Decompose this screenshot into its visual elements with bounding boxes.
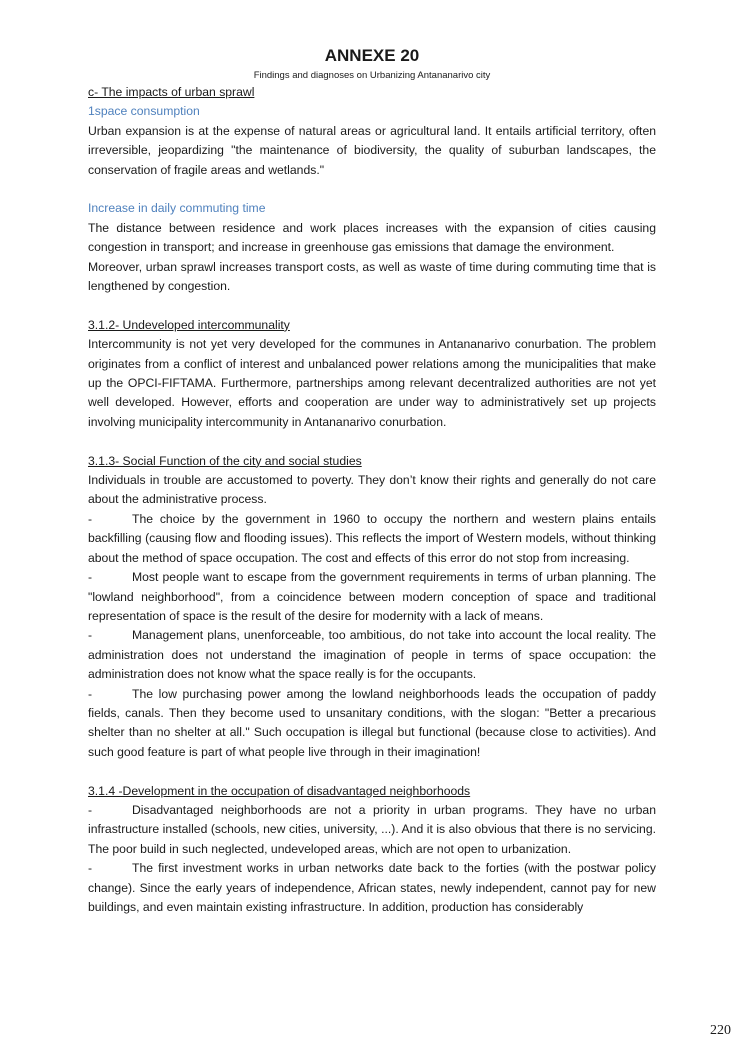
bullet-text: The first investment works in urban networks date back to the forties (with the postwar policy change). Since the early years of independence, African states, newly independent, cannot pay for new buildings, and even maintain existing infrastructure. In addition, production has considerably	[88, 861, 656, 914]
bullet-dash: -	[88, 511, 93, 526]
spacer	[88, 432, 656, 451]
section-313-bullet-4	[88, 685, 656, 763]
bullet-dash: -	[88, 861, 93, 876]
bullet-text: Management plans, unenforceable, too ambitious, do not take into account the local reality. The administration does not understand the imagination of people in terms of space occupation: the administration does not know what the space really is for the occupants.	[88, 628, 656, 682]
document-page	[88, 45, 656, 917]
section-313-bullet-1	[88, 510, 656, 568]
bullet-dash: -	[88, 686, 93, 701]
bullet-text: The choice by the government in 1960 to occupy the northern and western plains entails backfilling (causing flow and flooding issues). This reflects the import of Western models, without thinking about the method of space occupation. The cost and effects of this error do not stop from increasing.	[88, 511, 656, 565]
page-number: 220	[710, 1023, 731, 1038]
section-313-bullet-2	[88, 568, 656, 626]
page-subtitle: Findings and diagnoses on Urbanizing Antananarivo city	[253, 70, 491, 81]
section-313-heading: 3.1.3- Social Function of the city and social studies	[88, 453, 362, 468]
bullet-text: Most people want to escape from the government requirements in terms of urban planning. The "lowland neighborhood", from a coincidence between modern conception of space and traditional representation of space is the result of the desire for modernity with a lack of means.	[88, 570, 656, 623]
spacer	[88, 180, 656, 199]
spacer	[88, 762, 656, 781]
section-313-intro: Individuals in trouble are accustomed to poverty. They don’t know their rights and generally do not care about the administrative process.	[88, 473, 656, 507]
section-313-bullet-3	[88, 626, 656, 684]
section-c-heading: c- The impacts of urban sprawl	[88, 85, 255, 99]
space-consumption-paragraph: Urban expansion is at the expense of natural areas or agricultural land. It entails artificial territory, often irreversible, jeopardizing "the maintenance of biodiversity, the quality of suburban landscapes, the conservation of fragile areas and wetlands."	[88, 123, 656, 177]
page-title: ANNEXE 20	[324, 46, 420, 65]
bullet-dash: -	[88, 628, 93, 643]
commuting-paragraph-2: Moreover, urban sprawl increases transport costs, as well as waste of time during commuting time that is lengthened by congestion.	[88, 259, 656, 294]
section-314-bullet-2	[88, 859, 656, 917]
section-312-paragraph: Intercommunity is not yet very developed for the communes in Antananarivo conurbation. The problem originates from a conflict of interest and unbalanced power relations among the municipalities that make up the OPCI-FIFTAMA. Furthermore, partnerships among relevant decentralized authorities are not yet well developed. However, efforts and cooperation are under way to administratively set up projects involving municipality intercommunity in Antananarivo conurbation.	[88, 337, 656, 429]
bullet-text: Disadvantaged neighborhoods are not a priority in urban programs. They have no urban infrastructure installed (schools, new cities, university, ...). And it is also obvious that there is no servicing. The poor build in such neglected, undeveloped areas, which are not open to urbanization.	[88, 802, 656, 856]
section-314-heading: 3.1.4 -Development in the occupation of disadvantaged neighborhoods	[88, 783, 471, 798]
section-314-bullet-1	[88, 801, 656, 859]
bullet-dash: -	[88, 570, 93, 585]
commuting-paragraph-1: The distance between residence and work places increases with the expansion of cities causing congestion in transport; and increase in greenhouse gas emissions that damage the environment.	[88, 220, 656, 255]
bullet-dash: -	[88, 802, 93, 817]
bullet-text: The low purchasing power among the lowland neighborhoods leads the occupation of paddy fields, canals. Then they become used to unsanitary conditions, with the slogan: "Better a precarious shelter than no shelter at all." Such occupation is illegal but functional (because close to activities). And such good feature is part of what people live through in their imagination!	[88, 686, 656, 759]
commuting-subheading: Increase in daily commuting time	[88, 201, 266, 216]
space-consumption-subheading: 1space consumption	[88, 104, 200, 119]
spacer	[88, 296, 656, 315]
section-312-heading: 3.1.2- Undeveloped intercommunality	[88, 317, 290, 332]
